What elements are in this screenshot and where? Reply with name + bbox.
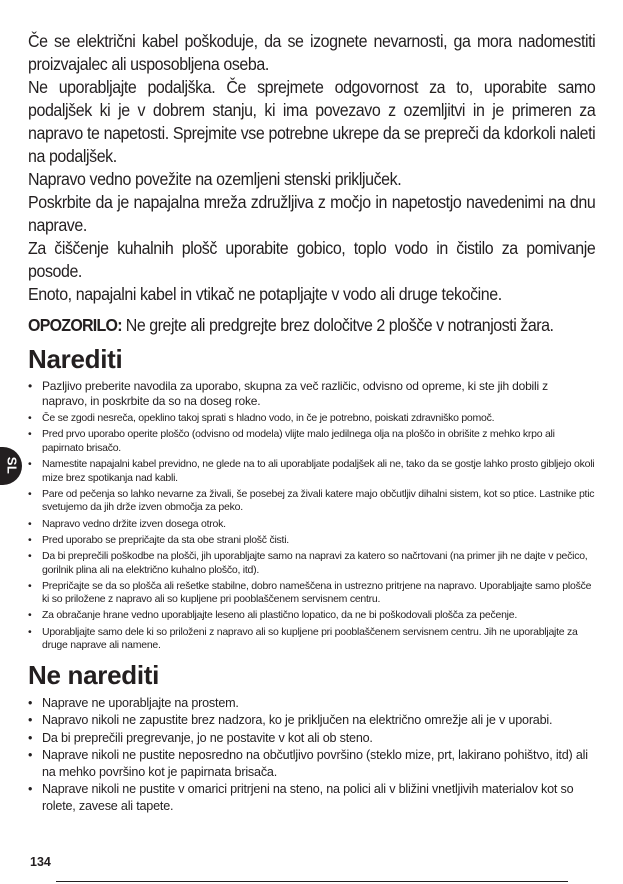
list-item: • Pazljivo preberite navodila za uporabo, skupna za več različic, odvisno od opreme, ki ste jih dobili z napravo, in poskrbite da so na doseg roke. [28,379,596,409]
dos-list [28,379,596,653]
page-content [28,30,596,815]
language-tab [0,447,22,485]
list-item: • Da bi preprečili pregrevanje, jo ne postavite v kot ali ob steno. [28,730,596,747]
list-item: • Pare od pečenja so lahko nevarne za živali, še posebej za živali katere majo občutljiv dihalni sistem, kot so ptice. Lastnike ptic svetujemo da jih drže izven območja za peko. [28,488,596,515]
list-item: • Naprave nikoli ne pustite neposredno na občutljivo površino (steklo mize, prt, lakirano pohištvo, itd) ali na mehko površino kot je papirnata brisača. [28,747,596,780]
list-item: • Uporabljajte samo dele ki so priloženi z napravo ali so kupljene pri pooblaščenem servisnem centru. Jih ne uporabljajte za druge naprave ali namene. [28,626,596,653]
list-item: • Naprave ne uporabljajte na prostem. [28,695,596,712]
list-item: • Pred uporabo se prepričajte da sta obe strani plošč čisti. [28,534,596,548]
warning-note [28,314,595,337]
list-item: • Naprave nikoli ne pustite v omarici pritrjeni na steno, na polici ali v bližini vnetljivih materialov kot so rolete, zavese ali tapete. [28,781,596,814]
page-number: 134 [30,855,51,869]
donts-list [28,695,596,814]
list-item: • Prepričajte se da so plošča ali rešetke stabilne, dobro nameščena in ustrezno pritrjene na napravo. Uporabljajte samo plošče ki so priložene z napravo ali so kupljene pri pooblaščenem servisnem centru. [28,580,596,607]
list-item: • Napravo vedno držite izven dosega otrok. [28,518,596,532]
intro-paragraph: Za čiščenje kuhalnih plošč uporabite gobico, toplo vodo in čistilo za pomivanje posode. [28,238,596,281]
footer-divider [56,881,568,882]
intro-paragraph: Ne uporabljajte podaljška. Če sprejmete odgovornost za to, uporabite samo podaljšek ki je v dobrem stanju, ki ima povezavo z ozemljitvi in je primeren za napravo te napetosti. Sprejmite vse potrebne ukrepe da se prepreči da kdorkoli naleti na podaljšek. [28,77,596,166]
list-item: • Namestite napajalni kabel previdno, ne glede na to ali uporabljate podaljšek ali ne, tako da se gostje lahko prosto gibljejo okoli mize brez spotikanja nad kabli. [28,458,596,485]
list-item: • Napravo nikoli ne zapustite brez nadzora, ko je priključen na električno omrežje ali je v uporabi. [28,712,596,729]
donts-heading: Ne narediti [28,659,160,690]
warning-text: Ne grejte ali predgrejte brez določitve 2 plošče v notranjosti žara. [121,315,554,335]
list-item: • Za obračanje hrane vedno uporabljajte leseno ali plastično lopatico, da ne bi poškodovali plošča za pečenje. [28,609,596,623]
warning-label: OPOZORILO: [28,315,122,335]
intro-paragraph: Če se električni kabel poškoduje, da se izognete nevarnosti, ga mora nadomestiti proizvajalec ali usposobljena oseba. [28,31,596,74]
dos-heading: Narediti [28,344,123,374]
list-item: • Pred prvo uporabo operite ploščo (odvisno od modela) vlijte malo jedilnega olja na ploščo in obrišite z mehko krpo ali papirnato brisačo. [28,428,596,455]
intro-paragraph: Enoto, napajalni kabel in vtikač ne potapljajte v vodo ali druge tekočine. [28,284,502,304]
intro-paragraphs [28,30,596,306]
intro-paragraph: Poskrbite da je napajalna mreža združljiva z močjo in napetostjo navedenimi na dnu naprave. [28,192,596,235]
list-item: • Če se zgodi nesreča, opeklino takoj sprati s hladno vodo, in če je potrebno, poiskati zdravniško pomoč. [28,412,596,426]
intro-paragraph: Napravo vedno povežite na ozemljeni stenski priključek. [28,169,402,189]
language-tab-label: SL [4,456,20,475]
list-item: • Da bi preprečili poškodbe na plošči, jih uporabljajte samo na napravi za katero so načrtovani (na primer jih ne dajte v pečico, gorilnik plina ali na električno kuhalno ploščo, itd). [28,550,596,577]
